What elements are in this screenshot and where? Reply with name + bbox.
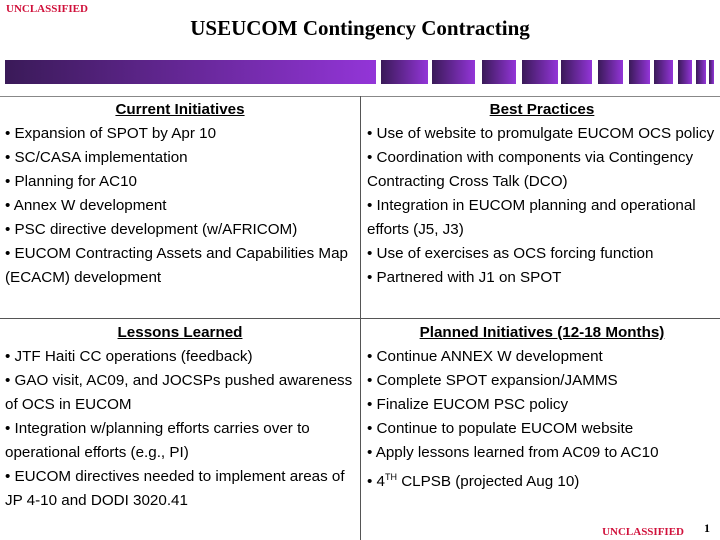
list-item: • Annex W development	[5, 197, 167, 214]
page-title: USEUCOM Contingency Contracting	[190, 16, 530, 40]
list-item: • Expansion of SPOT by Apr 10	[5, 125, 217, 142]
list-item: • Partnered with J1 on SPOT	[367, 269, 562, 286]
list-item: • Complete SPOT expansion/JAMMS	[367, 372, 618, 389]
classification-top: UNCLASSIFIED	[6, 3, 88, 15]
list-item: • Integration in EUCOM planning and operational efforts (J5, J3)	[367, 197, 696, 238]
list-item	[367, 465, 717, 494]
list-item: • Finalize EUCOM PSC policy	[367, 396, 569, 413]
heading: Lessons Learned	[117, 324, 243, 341]
heading: Best Practices	[489, 101, 595, 118]
classification-bottom: UNCLASSIFIED	[602, 526, 684, 538]
list-item: • JTF Haiti CC operations (feedback)	[5, 348, 253, 365]
current-initiatives	[5, 98, 355, 290]
text: • 4	[367, 473, 385, 491]
list-item: • SC/CASA implementation	[5, 149, 188, 166]
best-practices	[367, 98, 717, 290]
table-divider	[360, 96, 361, 540]
page-number: 1	[704, 521, 710, 535]
list-item: • GAO visit, AC09, and JOCSPs pushed awareness of OCS in EUCOM	[5, 372, 353, 413]
list-item: • Planning for AC10	[5, 173, 137, 190]
heading: Planned Initiatives (12-18 Months)	[419, 324, 665, 341]
lessons-learned	[5, 321, 355, 513]
list-item: • Apply lessons learned from AC09 to AC10	[367, 444, 659, 461]
list-item: • PSC directive development (w/AFRICOM)	[5, 221, 298, 238]
list-item: • Use of exercises as OCS forcing function	[367, 245, 654, 262]
list-item: • Coordination with components via Contingency Contracting Cross Talk (DCO)	[367, 149, 694, 190]
list-item: • EUCOM directives needed to implement areas of JP 4-10 and DODI 3020.41	[5, 468, 345, 509]
list-item: • Continue to populate EUCOM website	[367, 420, 634, 437]
heading: Current Initiatives	[115, 101, 245, 118]
list-item: • Integration w/planning efforts carries over to operational efforts (e.g., PI)	[5, 420, 310, 461]
text: CLPSB (projected Aug 10)	[396, 473, 580, 491]
planned-initiatives	[367, 321, 717, 494]
list-item: • Continue ANNEX W development	[367, 348, 603, 365]
superscript: TH	[384, 472, 397, 482]
list-item: • EUCOM Contracting Assets and Capabilities Map (ECACM) development	[5, 245, 348, 286]
list-item: • Use of website to promulgate EUCOM OCS policy	[367, 125, 715, 142]
